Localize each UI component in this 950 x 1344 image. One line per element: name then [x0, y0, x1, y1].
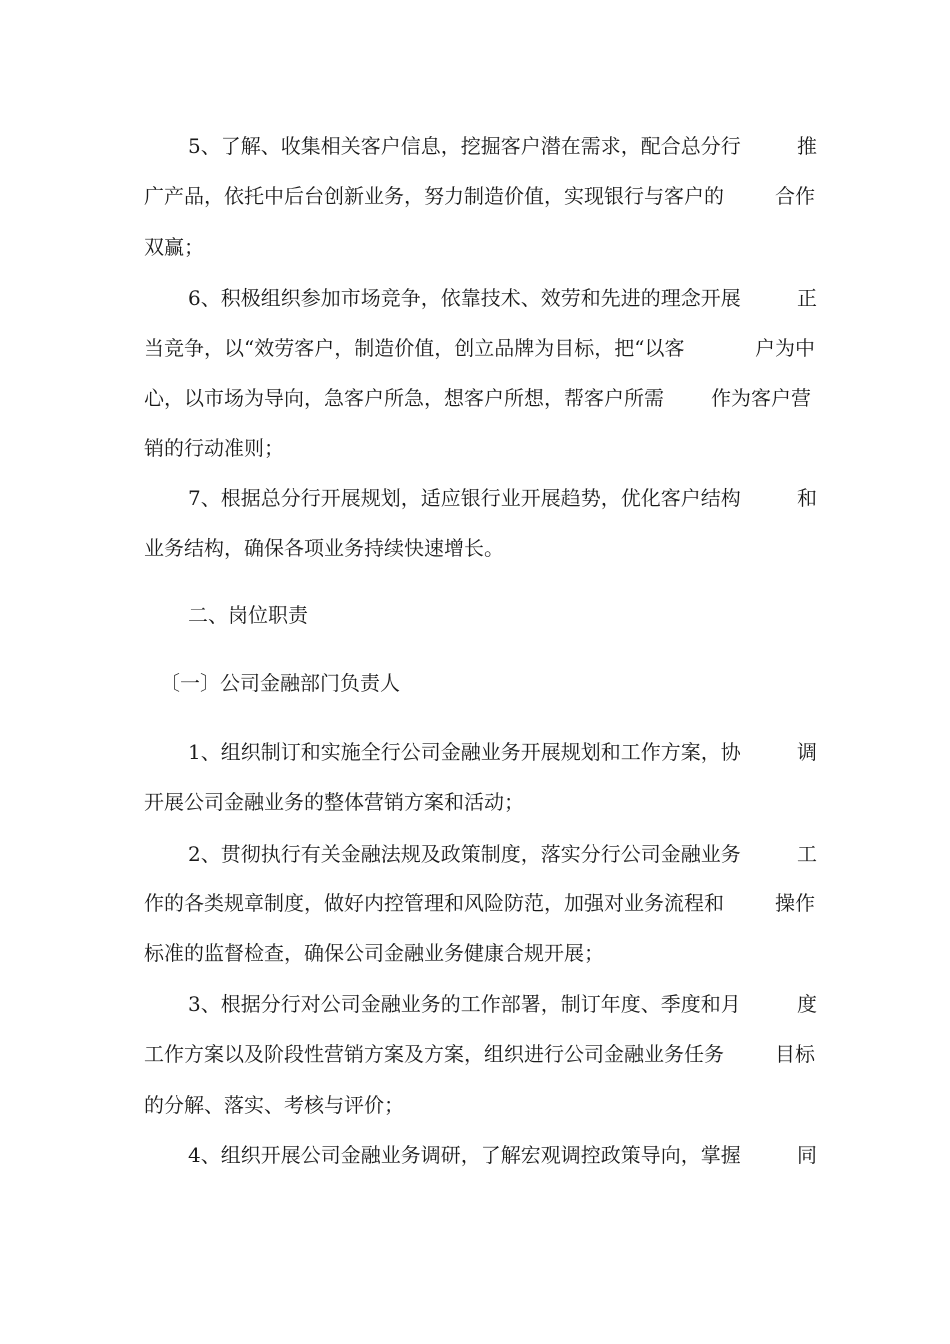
duty2-line3-text: 标准的监督检查，确保公司金融业务健康合规开展；	[144, 941, 604, 965]
duty1-line2-text: 开展公司金融业务的整体营销方案和活动；	[144, 790, 524, 814]
item5-line1-text: 5、了解、收集相关客户信息，挖掘客户潜在需求，配合总分行	[188, 134, 741, 158]
item7-line2-text: 业务结构，确保各项业务持续快速增长。	[144, 536, 504, 560]
item6-line2-tail: 户为中	[755, 336, 815, 360]
duty2-line2-tail: 操作	[775, 891, 815, 915]
duty4-line1-text: 4、组织开展公司金融业务调研，了解宏观调控政策导向，掌握	[188, 1143, 741, 1167]
item6-line1-tail: 正	[797, 286, 817, 310]
section-title-text: 二、岗位职责	[188, 603, 308, 627]
duty1-line1-text: 1、组织制订和实施全行公司金融业务开展规划和工作方案，协	[188, 740, 741, 764]
duty2-line1-text: 2、贯彻执行有关金融法规及政策制度，落实分行公司金融业务	[188, 842, 741, 866]
duty3-line1-tail: 度	[797, 992, 817, 1016]
duty4-line1-tail: 同	[797, 1143, 817, 1167]
duty3-line2-tail: 目标	[775, 1042, 815, 1066]
item5-line1-tail: 推	[797, 134, 817, 158]
duty3-line3-text: 的分解、落实、考核与评价；	[144, 1093, 404, 1117]
item6-line4-text: 销的行动准则；	[144, 436, 284, 460]
item7-line1-text: 7、根据总分行开展规划，适应银行业开展趋势，优化客户结构	[188, 486, 741, 510]
duty3-line1-text: 3、根据分行对公司金融业务的工作部署，制订年度、季度和月	[188, 992, 741, 1016]
item5-line2-tail: 合作	[775, 184, 815, 208]
item5-line3-text: 双赢；	[144, 235, 204, 259]
item6-line1-text: 6、积极组织参加市场竞争，依靠技术、效劳和先进的理念开展	[188, 286, 741, 310]
item6-line3-text: 心，以市场为导向，急客户所急，想客户所想，帮客户所需	[144, 386, 664, 410]
duty3-line2-text: 工作方案以及阶段性营销方案及方案，组织进行公司金融业务任务	[144, 1042, 724, 1066]
item5-line2-text: 广产品，依托中后台创新业务，努力制造价值，实现银行与客户的	[144, 184, 724, 208]
item6-line2-text: 当竞争，以“效劳客户，制造价值，创立品牌为目标，把“以客	[144, 336, 685, 360]
subsection-title-text: 〔一〕公司金融部门负责人	[160, 671, 400, 695]
duty2-line2-text: 作的各类规章制度，做好内控管理和风险防范，加强对业务流程和	[144, 891, 724, 915]
item6-line3-tail: 作为客户营	[711, 386, 811, 410]
item7-line1-tail: 和	[797, 486, 817, 510]
duty1-line1-tail: 调	[797, 740, 817, 764]
duty2-line1-tail: 工	[797, 842, 817, 866]
